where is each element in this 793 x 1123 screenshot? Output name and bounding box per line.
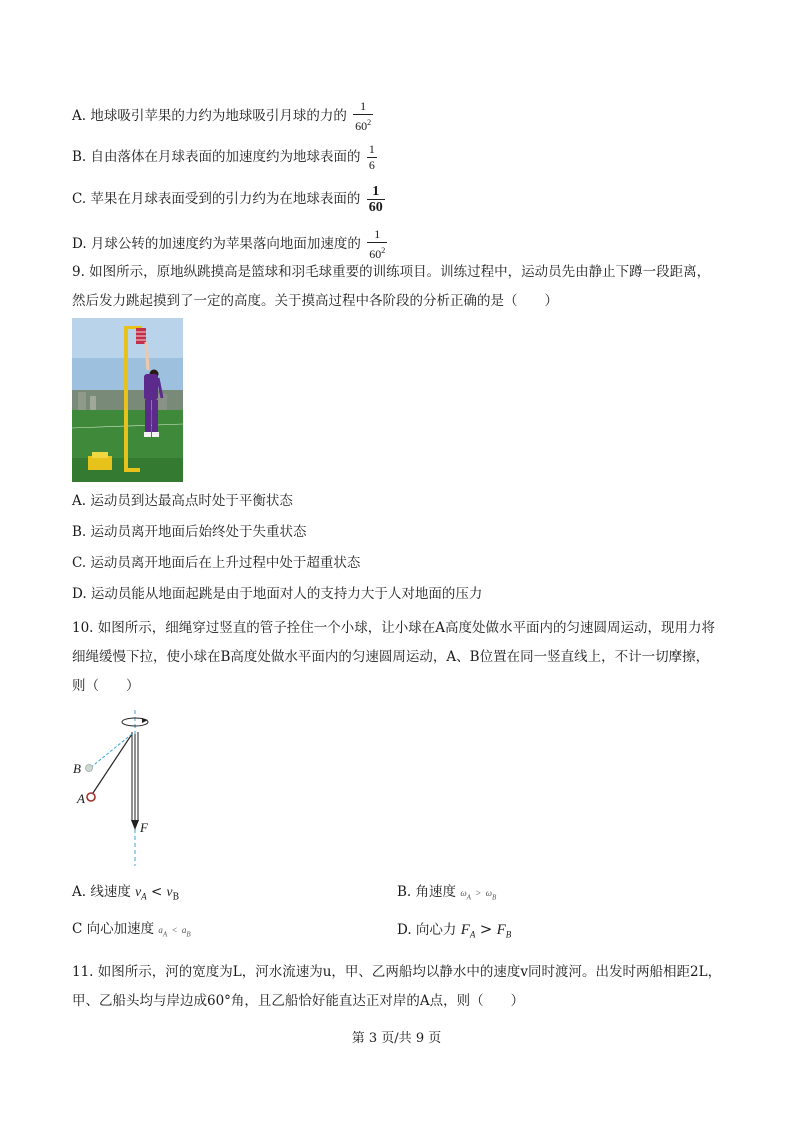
q10-option-a [72,882,179,908]
q10-option-d-text: D. 向心力 [397,922,457,938]
math-a: a [181,925,187,935]
q8-option-a-text: A. 地球吸引苹果的力约为地球吸引月球的力的 [72,108,347,124]
q10-option-c-text: C 向心加速度 [72,921,155,937]
relation: > [475,888,482,898]
fraction-numerator: 1 [374,227,381,241]
q9-photo [72,318,183,482]
subscript: A [141,891,147,902]
q9-option-c: C. 运动员离开地面后在上升过程中处于超重状态 [72,555,361,571]
fraction-denominator: 6 [368,158,375,172]
label-a: A [77,791,85,806]
q9-option-a: A. 运动员到达最高点时处于平衡状态 [72,493,293,509]
fraction [353,100,373,133]
q9-option-b: B. 运动员离开地面后始终处于失重状态 [72,524,307,540]
q11-stem: 11. 如图所示，河的宽度为L，河水流速为u，甲、乙两船均以静水中的速度v同时渡河。出发时两船相距2L，甲、乙船头均与岸边成60°角，且乙船恰好能直达正对岸的A点，则（ ） [72,964,722,1009]
subscript: B [186,930,191,939]
subscript: A [466,893,471,902]
subscript: B [491,893,497,902]
q10-option-b-text: B. 角速度 [397,884,457,900]
q8-option-d-text: D. 月球公转的加速度约为苹果落向地面加速度的 [72,236,361,252]
fraction [367,185,385,214]
high-jump-photo-illustration [72,318,183,482]
label-b: B [73,761,81,776]
math-v: v [166,884,173,899]
math-omega: ω [485,888,492,898]
q10-stem: 10. 如图所示，细绳穿过竖直的管子拴住一个小球，让小球在A高度处做水平面内的匀速圆周运动，现用力将细绳缓慢下拉，使小球在B高度处做水平面内的匀速圆周运动，A、B位置在同一竖直线上，不计一切摩擦，则（ ） [72,620,716,694]
fraction-denominator: $60^2$ [355,118,372,133]
math-v: v [135,884,142,899]
subscript: B [505,929,512,940]
q8-option-a [72,100,373,133]
relation: > [479,920,493,938]
q10-option-c [72,919,191,945]
q8-option-b-text: B. 自由落体在月球表面的加速度约为地球表面的 [72,149,361,165]
math-f: F [496,922,506,938]
math-f: F [460,922,470,938]
fraction-denominator: $60^2$ [369,246,386,261]
q8-option-b [72,143,377,172]
math-omega: ω [460,888,467,898]
q8-option-c [72,185,385,214]
tube-ball-diagram [72,710,172,866]
relation: < [150,884,163,900]
fraction-numerator: 1 [372,184,380,199]
q10-option-a-text: A. 线速度 [72,884,131,900]
fraction [367,143,377,172]
fraction-denominator: 60 [368,200,383,215]
q10-option-b [397,882,496,908]
q10-option-d [397,919,511,945]
q9-option-d: D. 运动员能从地面起跳是由于地面对人的支持力大于人对地面的压力 [72,586,483,602]
fraction-numerator: 1 [368,142,375,156]
relation: < [171,925,178,935]
q10-figure [72,710,172,866]
subscript: A [162,930,168,939]
label-f: F [140,820,148,835]
fraction [367,228,387,261]
q9-stem: 9. 如图所示，原地纵跳摸高是篮球和羽毛球重要的训练项目。训练过程中，运动员先由静止下蹲一段距离，然后发力跳起摸到了一定的高度。关于摸高过程中各阶段的分析正确的是（ ） [72,264,711,309]
q8-option-d [72,228,387,261]
subscript: A [469,929,476,940]
fraction-numerator: 1 [360,99,367,113]
page-footer: 第 3 页/共 9 页 [351,1031,442,1046]
math-a: a [158,925,163,935]
q8-option-c-text: C. 苹果在月球表面受到的引力约为在地球表面的 [72,191,361,207]
subscript: B [172,892,180,903]
